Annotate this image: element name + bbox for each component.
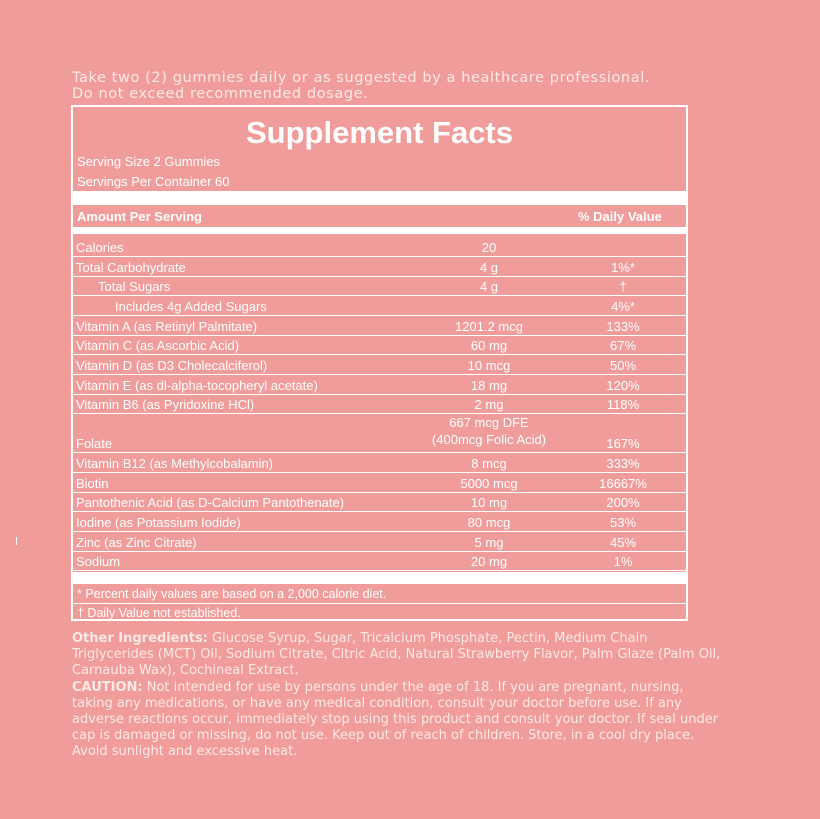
nutrient-daily-value: 120% (606, 378, 640, 393)
nutrient-name: Zinc (as Zinc Citrate) (76, 535, 197, 550)
serving-size: Serving Size 2 Gummies (77, 154, 221, 169)
nutrient-row (73, 532, 686, 551)
nutrient-name: Total Carbohydrate (76, 260, 186, 275)
nutrient-row (73, 336, 686, 354)
nutrient-name: Vitamin E (as dl-alpha-tocopheryl acetate) (76, 378, 318, 393)
nutrient-row (73, 552, 686, 570)
caution-label: CAUTION: (72, 679, 143, 695)
nutrient-row (73, 493, 686, 511)
nutrient-amount-detail: (400mcg Folic Acid) (431, 432, 547, 447)
nutrient-name: Vitamin C (as Ascorbic Acid) (76, 338, 240, 353)
nutrient-daily-value: 133% (606, 319, 640, 334)
nutrient-amount: 5 mg (474, 535, 504, 550)
thick-divider-top (73, 191, 686, 205)
servings-per-container: Servings Per Container 60 (77, 174, 230, 189)
nutrient-amount: 10 mcg (467, 358, 511, 373)
nutrient-amount: 60 mg (470, 338, 508, 353)
nutrient-row (73, 375, 686, 394)
nutrient-daily-value: 1%* (611, 260, 635, 275)
nutrient-name: Calories (76, 240, 124, 255)
nutrient-row (73, 296, 686, 315)
footnote-divider (73, 603, 686, 604)
nutrient-amount: 18 mg (470, 378, 508, 393)
footnote-not-established: † Daily Value not established. (77, 606, 241, 620)
header-daily-value: % Daily Value (578, 209, 662, 224)
nutrient-name: Vitamin B6 (as Pyridoxine HCl) (76, 397, 255, 412)
nutrient-daily-value: 45% (609, 535, 637, 550)
nutrient-name: Folate (76, 436, 113, 451)
nutrient-daily-value: 333% (606, 456, 640, 471)
nutrient-daily-value: 67% (609, 338, 637, 353)
edge-mark (16, 537, 17, 545)
nutrient-row (73, 453, 686, 472)
nutrient-name: Vitamin B12 (as Methylcobalamin) (76, 456, 274, 471)
header-amount-per-serving: Amount Per Serving (77, 209, 202, 224)
nutrient-daily-value: 4%* (611, 299, 635, 314)
other-ingredients-text: Glucose Syrup, Sugar, Tricalcium Phosphate, Pectin, Medium Chain Triglycerides (MCT) Oil, Sodium Citrate, Citric Acid, Natural Strawberry Flavor, Palm Glaze (Palm Oil, Carnauba Wax), Cochineal Extract. (72, 631, 721, 679)
nutrient-amount: 1201.2 mcg (455, 319, 523, 334)
nutrient-name: Iodine (as Potassium Iodide) (76, 515, 241, 530)
nutrient-amount: 10 mg (470, 495, 508, 510)
nutrient-daily-value: 1% (613, 554, 633, 569)
nutrient-name: Vitamin D (as D3 Cholecalciferol) (76, 358, 268, 373)
nutrient-daily-value: 118% (606, 397, 640, 412)
thick-divider-header (73, 227, 686, 234)
nutrient-name: Vitamin A (as Retinyl Palmitate) (76, 319, 258, 334)
row-divider (73, 570, 686, 571)
footnote-daily-values: * Percent daily values are based on a 2,000 calorie diet. (77, 587, 387, 601)
caution-text: Not intended for use by persons under the age of 18. If you are pregnant, nursing, taking any medications, or have any medical condition, consult your doctor before use. If any adverse reactions occur, immediately stop using this product and consult your doctor. If seal under cap is damaged or missing, do not use. Keep out of reach of children. Store, in a cool dry place. Avoid sunlight and excessive heat. (72, 679, 719, 760)
nutrient-daily-value: 16667% (599, 476, 647, 491)
nutrient-amount: 8 mcg (471, 456, 507, 471)
nutrient-name: Includes 4g Added Sugars (115, 299, 267, 314)
nutrient-daily-value: 50% (609, 358, 637, 373)
nutrient-daily-value: 200% (606, 495, 640, 510)
nutrient-row (73, 277, 686, 295)
nutrient-amount: 4 g (479, 279, 499, 294)
nutrient-amount: 20 (481, 240, 497, 255)
nutrient-row (73, 355, 686, 374)
nutrient-row (73, 237, 686, 256)
nutrient-row (73, 512, 686, 531)
other-ingredients (72, 631, 722, 680)
nutrient-daily-value: 53% (609, 515, 637, 530)
caution (72, 680, 722, 761)
nutrient-row (73, 257, 686, 276)
nutrient-amount: 5000 mcg (460, 476, 518, 491)
nutrient-name: Total Sugars (98, 279, 171, 294)
nutrient-row (73, 395, 686, 413)
nutrient-amount: 80 mcg (467, 515, 511, 530)
nutrient-name: Biotin (76, 476, 109, 491)
nutrient-name: Pantothenic Acid (as D-Calcium Pantothenate) (76, 495, 345, 510)
directions-line-1: Take two (2) gummies daily or as suggested by a healthcare professional. (72, 70, 651, 86)
other-ingredients-label: Other Ingredients: (72, 631, 208, 646)
directions-text (72, 70, 712, 102)
nutrient-amount: 4 g (479, 260, 499, 275)
nutrient-row (73, 473, 686, 492)
nutrient-row (73, 316, 686, 335)
nutrient-daily-value: † (619, 279, 627, 294)
nutrient-amount: 2 mg (474, 397, 504, 412)
panel-title: Supplement Facts (246, 115, 513, 150)
nutrient-daily-value: 167% (606, 436, 640, 451)
label-text-block (72, 631, 722, 761)
thick-divider-bottom (73, 572, 686, 584)
nutrient-row (73, 414, 686, 452)
nutrient-name: Sodium (76, 554, 121, 569)
supplement-facts-panel (71, 105, 688, 621)
nutrient-amount: 667 mcg DFE (449, 415, 529, 430)
directions-line-2: Do not exceed recommended dosage. (72, 86, 369, 102)
nutrient-amount: 20 mg (470, 554, 508, 569)
